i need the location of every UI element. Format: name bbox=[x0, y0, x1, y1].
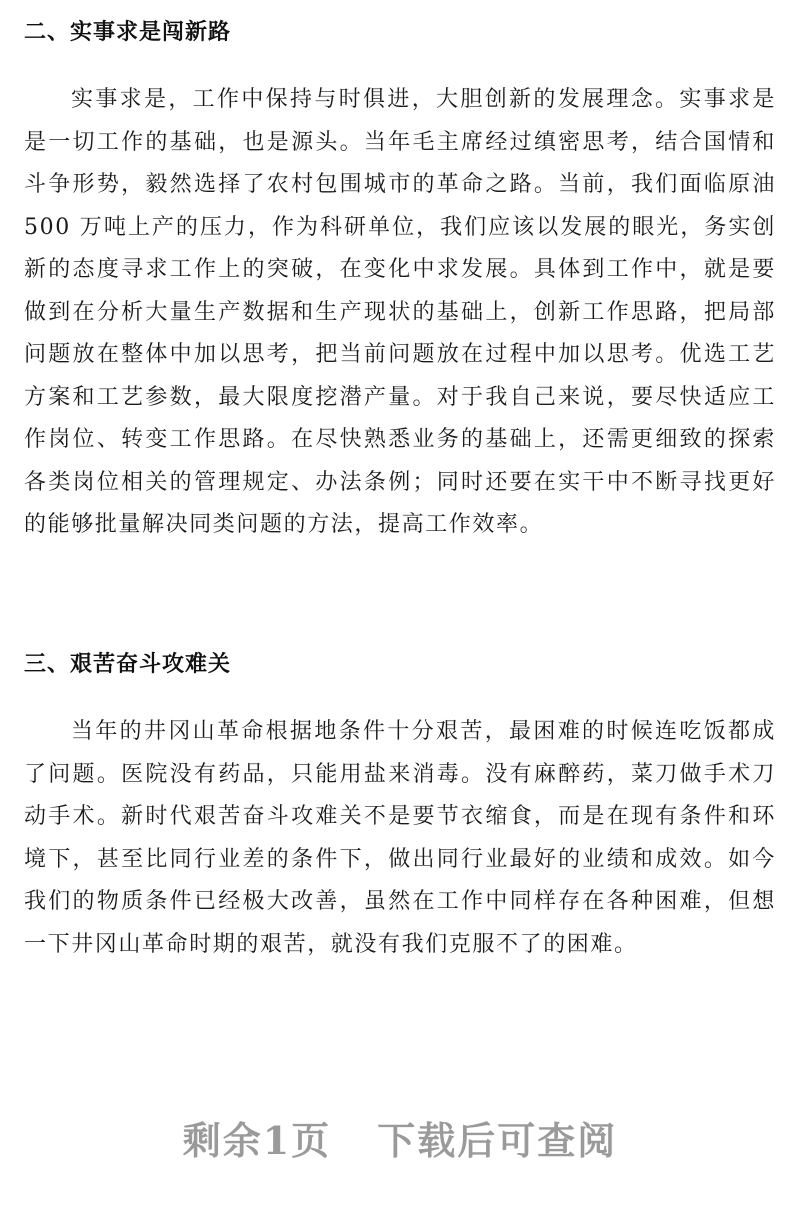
section-heading-2: 二、实事求是闯新路 bbox=[24, 20, 232, 45]
download-to-view-label[interactable]: 下载后可查阅 bbox=[377, 1118, 618, 1163]
section-3-paragraph: 当年的井冈山革命根据地条件十分艰苦，最困难的时候连吃饭都成了问题。医院没有药品，只能用盐来消毒。没有麻醉药，菜刀做手术刀动手术。新时代艰苦奋斗攻难关不是要节衣缩食，而是在现有条件和环境下，甚至比同行业差的条件下，做出同行业最好的业绩和成效。如今我们的物质条件已经极大改善，虽然在工作中同样存在各种困难，但想一下井冈山革命时期的艰苦，就没有我们克服不了的困难。 bbox=[24, 719, 776, 957]
remaining-pages-label: 剩余1页 bbox=[182, 1118, 332, 1163]
section-2-paragraph: 实事求是，工作中保持与时俱进，大胆创新的发展理念。实事求是是一切工作的基础，也是源头。当年毛主席经过缜密思考，结合国情和斗争形势，毅然选择了农村包围城市的革命之路。当前，我们面临原油 500 万吨上产的压力，作为科研单位，我们应该以发展的眼光，务实创新的态度寻求工作上的突破，在变化中求发展。具体到工作中，就是要做到在分析大量生产数据和生产现状的基础上，创新工作思路，把局部问题放在整体中加以思考，把当前问题放在过程中加以思考。优选工艺方案和工艺参数，最大限度挖潜产量。对于我自己来说，要尽快适应工作岗位、转变工作思路。在尽快熟悉业务的基础上，还需更细致的探索各类岗位相关的管理规定、办法条例；同时还要在实干中不断寻找更好的能够批量解决同类问题的方法，提高工作效率。 bbox=[24, 87, 776, 537]
download-prompt-banner[interactable] bbox=[0, 1110, 800, 1165]
section-heading-3: 三、艰苦奋斗攻难关 bbox=[24, 652, 232, 677]
